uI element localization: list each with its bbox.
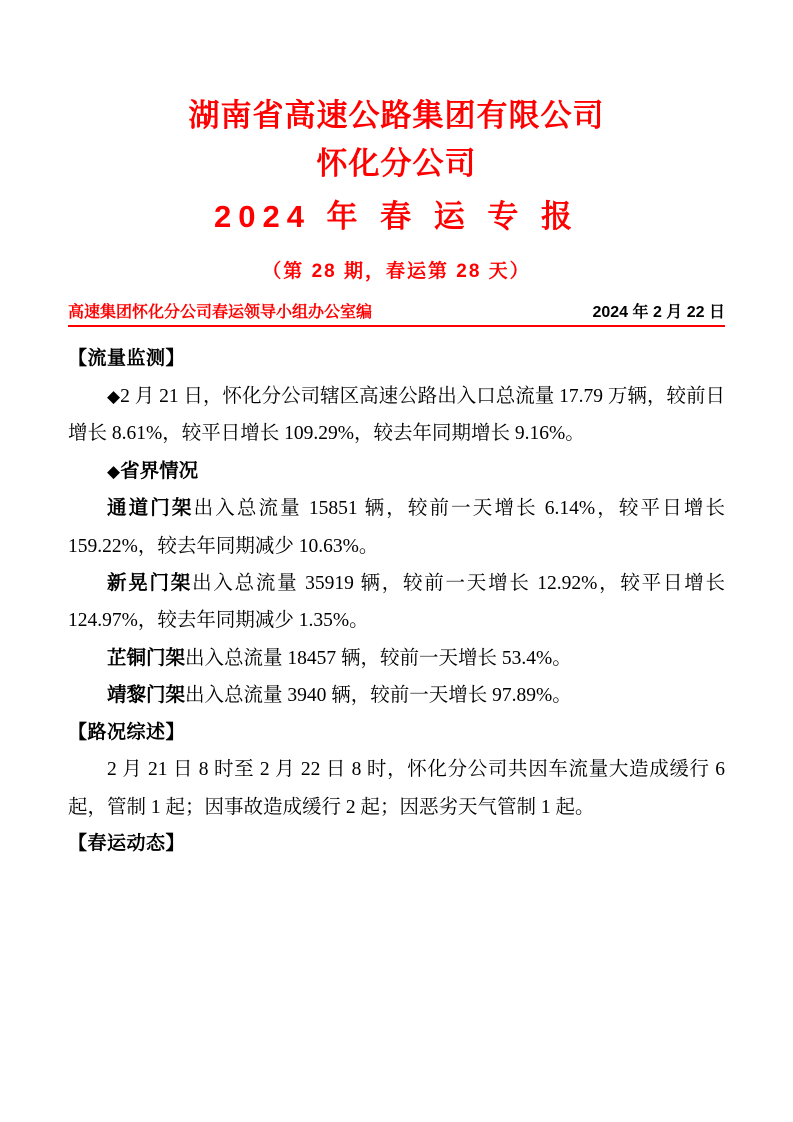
paragraph-total-flow [68, 378, 725, 453]
gantry-label-tongdao: 通道门架 [107, 497, 194, 520]
subsection-province-border [68, 453, 725, 490]
bullet-icon: ◆ [107, 386, 121, 406]
branch-name: 怀化分公司 [316, 146, 477, 182]
gantry-text-zhitong: 出入总流量 18457 辆，较前一天增长 53.4%。 [185, 647, 572, 669]
issue-number: （第 28 期，春运第 28 天） [262, 260, 531, 282]
publish-date: 2024 年 2 月 22 日 [592, 304, 725, 322]
subsection-province-border-text: 省界情况 [120, 459, 199, 482]
paragraph-zhitong-gantry [68, 640, 725, 677]
gantry-label-zhitong: 芷铜门架 [107, 646, 186, 669]
gantry-text-jingli: 出入总流量 3940 辆，较前一天增长 97.89%。 [185, 685, 572, 707]
paragraph-road-conditions: 2 月 21 日 8 时至 2 月 22 日 8 时，怀化分公司共因车流量大造成缓行 6 起，管制 1 起；因事故造成缓行 2 起；因恶劣天气管制 1 起。 [68, 759, 725, 818]
gantry-label-jingli: 靖黎门架 [107, 684, 186, 707]
gantry-text-xinhuang: 出入总流量 35919 辆，较前一天增长 12.92%，较平日增长 124.97%，较去年同期减少 1.35%。 [68, 573, 725, 632]
paragraph-xinhuang-gantry [68, 565, 725, 640]
editor-bar [68, 299, 725, 327]
gantry-text-tongdao: 出入总流量 15851 辆，较前一天增长 6.14%，较平日增长 159.22%，较去年同期减少 10.63%。 [68, 498, 725, 557]
editor-office: 高速集团怀化分公司春运领导小组办公室编 [68, 304, 373, 322]
paragraph-jingli-gantry [68, 677, 725, 714]
section-heading-spring-festival-news: 【春运动态】 [68, 833, 186, 855]
report-title: 2024 年 春 运 专 报 [213, 199, 580, 235]
document-body [68, 341, 725, 862]
paragraph-total-flow-text: 2 月 21 日，怀化分公司辖区高速公路出入口总流量 17.79 万辆，较前日增长 8.61%，较平日增长 109.29%，较去年同期增长 9.16%。 [68, 385, 725, 445]
document-header [68, 92, 725, 287]
section-heading-traffic: 【流量监测】 [68, 348, 186, 370]
company-name: 湖南省高速公路集团有限公司 [188, 98, 605, 133]
paragraph-tongdao-gantry [68, 490, 725, 565]
bullet-icon: ◆ [107, 461, 121, 481]
section-heading-road-conditions: 【路况综述】 [68, 721, 186, 743]
gantry-label-xinhuang: 新晃门架 [107, 572, 193, 595]
